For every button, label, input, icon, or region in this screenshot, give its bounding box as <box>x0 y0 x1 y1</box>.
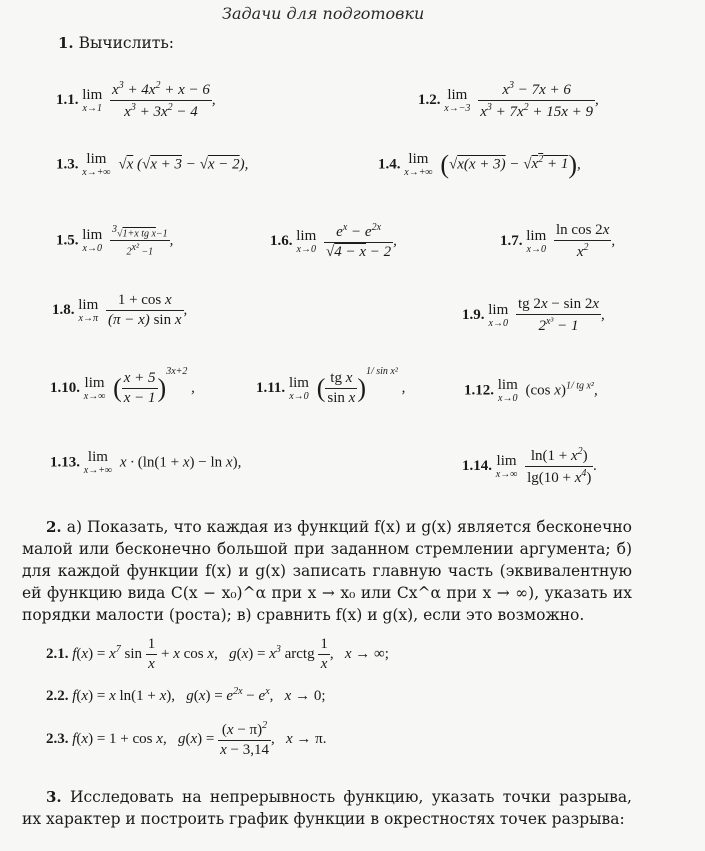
problem-2-3: 2.3. f(x) = 1 + cos x, g(x) = $\frac{(x - \pi)^2}{x - 3,14}$ , x → π. <box>46 720 327 758</box>
section-3-number: 3. <box>46 788 62 806</box>
problem-1-2: 1.2. lim x→−3 $\frac{x^3 - 7x + 6}{x^3 + 7x^2 + 15x + 9}$ , <box>418 80 599 120</box>
problem-label: 1.10. <box>50 380 80 396</box>
problem-label: 1.9. <box>462 306 485 323</box>
section-1-title: Вычислить: <box>78 34 175 52</box>
problem-1-13: 1.13. lim x→+∞ x · (ln(1 + x) − ln x), <box>50 449 242 476</box>
problem-label: 1.6. <box>270 232 293 249</box>
problem-1-12: 1.12. lim x→0 (cos x)$^{1/ tg x^2}$, <box>464 377 598 404</box>
problem-label: 1.14. <box>462 457 492 474</box>
problem-label: 1.7. <box>500 232 523 249</box>
problem-label: 1.8. <box>52 301 75 318</box>
problem-2-1: 2.1. $f(x) = x^7$ sin $\frac{1}{x}$ + x cos x, $g(x) = x^3$ arctg $\frac{1}{x}$ , x → ∞; <box>46 636 389 672</box>
problem-1-10: 1.10. lim x→∞ ( $\frac{x + 5}{x - 1}$ )$^{3x+2}$ , <box>50 366 195 407</box>
section-3-text <box>22 786 632 830</box>
problem-label: 1.13. <box>50 454 80 471</box>
problem-label: 2.1. <box>46 645 69 662</box>
problem-1-7: 1.7. lim x→0 $\frac{\text{ln cos 2x}}{x^2}$ , <box>500 222 616 260</box>
section-2-body: а) Показать, что каждая из функций f(x) и g(x) является бесконечно малой или бесконечно большой при заданном стремлении аргумента; б) для каждой функции f(x) и g(x) записать главную часть (эквивалентную ей функцию вида C(x − x₀)^α при x → x₀ или Cx^α при x → ∞), указать их порядки малости (роста); в) сравнить f(x) и g(x), если это возможно. <box>22 518 632 624</box>
section-1-number: 1. <box>58 34 74 52</box>
problem-1-6: 1.6. lim x→0 $\frac{e^x - e^{2x}}{√4 - x - 2}$ , <box>270 222 397 260</box>
problem-1-9: 1.9. lim x→0 $\frac{tg 2x - \sin 2x}{2^{x^3} - 1}$ , <box>462 296 605 334</box>
page-header: Задачи для подготовки <box>222 4 425 23</box>
problem-1-1: 1.1. lim x→1 $\frac{x^3 + 4x^2 + x - 6}{x^3 + 3x^2 - 4}$ , <box>56 80 216 120</box>
problem-1-5: 1.5. lim x→0 $\frac{^3√1+x tg x-1}{2^{x^2} -1}$ , <box>56 224 174 258</box>
problem-label: 1.4. <box>378 156 401 173</box>
problem-1-14: 1.14. lim x→∞ $\frac{\ln(1 + x^2)}{\lg(10 + x^4)}$ . <box>462 446 598 486</box>
problem-label: 1.12. <box>464 382 494 399</box>
problem-label: 2.2. <box>46 688 69 704</box>
problem-label: 1.1. <box>56 91 79 108</box>
section-2-text <box>22 516 632 626</box>
problem-2-2: 2.2. f(x) = x ln(1 + x), $g(x) = e^{2x} - e^x$, x → 0; <box>46 686 326 704</box>
problem-1-3: 1.3. lim x→+∞ √x (√x + 3 − √x − 2), <box>56 151 249 178</box>
problem-label: 1.3. <box>56 156 79 173</box>
problem-1-11: 1.11. lim x→0 ( $\frac{\text{tg x}}{\text{sin x}}$ )$^{1/ sin x^2}$ , <box>256 366 406 407</box>
problem-1-4: 1.4. lim x→+∞ $(√x(x + 3) - √x^2 + 1)$, <box>378 150 581 179</box>
section-2-number: 2. <box>46 518 62 536</box>
problem-1-8: 1.8. lim x→π $\frac{\text{1 + cos x}}{\text{(π − x) sin x}}$ , <box>52 292 188 328</box>
problem-label: 1.2. <box>418 91 441 108</box>
problem-label: 1.5. <box>56 232 79 249</box>
section-1-heading <box>58 34 174 52</box>
section-3-body: Исследовать на непрерывность функцию, указать точки разрыва, их характер и построить график функции в окрестностях точек разрыва: <box>22 788 632 828</box>
problem-label: 1.11. <box>256 380 286 396</box>
problem-label: 2.3. <box>46 730 69 747</box>
